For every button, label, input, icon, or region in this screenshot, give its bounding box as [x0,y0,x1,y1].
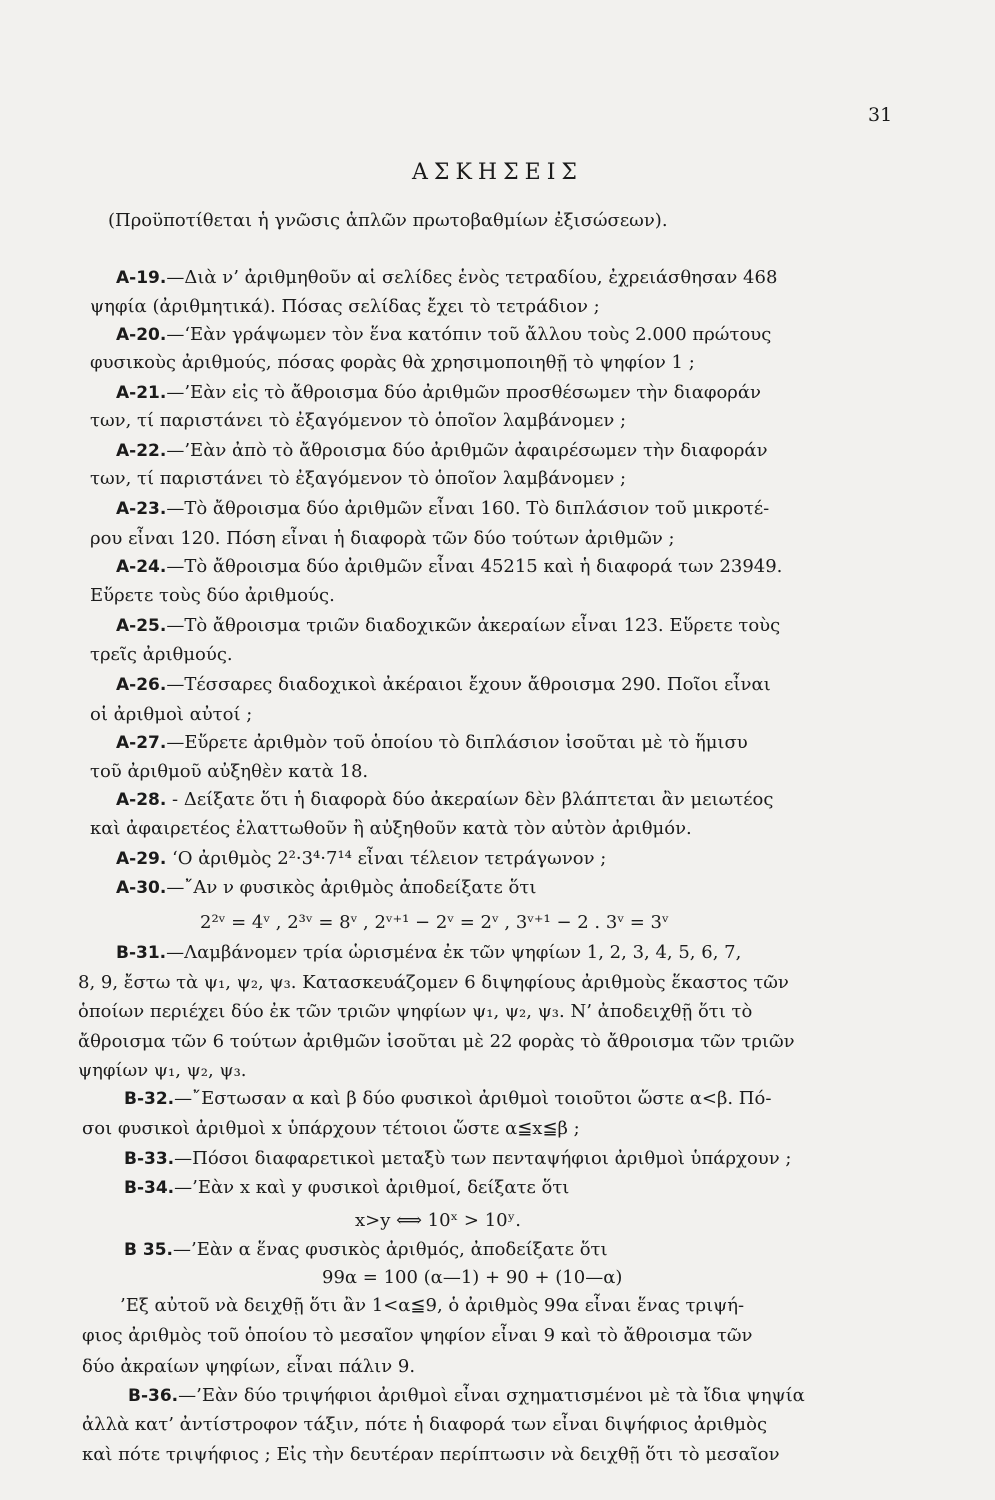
exercise-b35-line-3: φιος ἀριθμὸς τοῦ ὁποίου τὸ μεσαῖον ψηφίον εἶναι 9 καὶ τὸ ἄθροισμα τῶν [82,1325,753,1346]
exercise-a28-line-2: καὶ ἀφαιρετέος ἐλαττωθοῦν ἢ αὐξηθοῦν κατὰ τὸν αὐτὸν ἀριθμόν. [90,818,692,839]
exercise-a25-line-2: τρεῖς ἀριθμούς. [90,644,233,665]
exercise-a26-line-2: οἱ ἀριθμοὶ αὐτοί ; [90,704,253,725]
exercise-a21-line-1: Α-21.—’Εὰν εἰς τὸ ἄθροισμα δύο ἀριθμῶν προσθέσωμεν τὴν διαφοράν [116,382,761,403]
exercise-b31-line-3: ὁποίων περιέχει δύο ἐκ τῶν τριῶν ψηφίων ψ₁, ψ₂, ψ₃. Ν’ ἀποδειχθῇ ὅτι τὸ [78,1001,753,1022]
exercise-a19-line-2: ψηφία (ἀριθμητικά). Πόσας σελίδας ἔχει τὸ τετράδιον ; [90,296,600,317]
exercise-a23-line-2: ρου εἶναι 120. Πόση εἶναι ἡ διαφορὰ τῶν δύο τούτων ἀριθμῶν ; [90,528,675,549]
exercise-b36-line-1: Β-36.—’Εὰν δύο τριψήφιοι ἀριθμοὶ εἶναι σχηματισμένοι μὲ τὰ ἴδια ψηψία [128,1385,805,1406]
exercise-a24-line-2: Εὕρετε τοὺς δύο ἀριθμούς. [90,585,335,606]
exercise-b31-line-1: Β-31.—Λαμβάνομεν τρία ὡρισμένα ἐκ τῶν ψηφίων 1, 2, 3, 4, 5, 6, 7, [116,942,742,963]
exercise-b31-line-5: ψηφίων ψ₁, ψ₂, ψ₃. [78,1060,247,1081]
exercise-b35-formula: 99α = 100 (α—1) + 90 + (10—α) [322,1267,623,1288]
exercise-b31-line-2: 8, 9, ἔστω τὰ ψ₁, ψ₂, ψ₃. Κατασκευάζομεν 6 διψηφίους ἀριθμοὺς ἕκαστος τῶν [78,972,789,993]
exercise-b34-line-1: Β-34.—’Εὰν x καὶ y φυσικοὶ ἀριθμοί, δείξατε ὅτι [124,1177,570,1198]
exercise-a19-line-1: Α-19.—Διὰ ν’ ἀριθμηθοῦν αἱ σελίδες ἑνὸς τετραδίου, ἐχρειάσθησαν 468 [116,267,778,288]
exercise-a23-line-1: Α-23.—Τὸ ἄθροισμα δύο ἀριθμῶν εἶναι 160. Τὸ διπλάσιον τοῦ μικροτέ- [116,498,770,519]
exercise-b34-formula: x>y ⟺ 10ˣ > 10ʸ. [355,1210,521,1231]
exercise-a27-line-2: τοῦ ἀριθμοῦ αὐξηθὲν κατὰ 18. [90,761,369,782]
preamble: (Προϋποτίθεται ἡ γνῶσις ἁπλῶν πρωτοβαθμίων ἐξισώσεων). [108,210,668,231]
exercise-a30-formula: 2²ᵛ = 4ᵛ , 2³ᵛ = 8ᵛ , 2ᵛ⁺¹ − 2ᵛ = 2ᵛ , 3ᵛ⁺¹ − 2 . 3ᵛ = 3ᵛ [200,912,669,933]
exercise-a20-line-2: φυσικοὺς ἀριθμούς, πόσας φορὰς θὰ χρησιμοποιηθῇ τὸ ψηφίον 1 ; [90,352,695,373]
exercise-a25-line-1: Α-25.—Τὸ ἄθροισμα τριῶν διαδοχικῶν ἀκεραίων εἶναι 123. Εὕρετε τοὺς [116,615,781,636]
exercise-b32-line-1: Β-32.—῎Εστωσαν α καὶ β δύο φυσικοὶ ἀριθμοὶ τοιοῦτοι ὥστε α<β. Πό- [124,1088,772,1109]
exercise-b31-line-4: ἄθροισμα τῶν 6 τούτων ἀριθμῶν ἰσοῦται μὲ 22 φορὰς τὸ ἄθροισμα τῶν τριῶν [78,1031,795,1052]
exercise-b35-line-2: ’Εξ αὐτοῦ νὰ δειχθῇ ὅτι ἂν 1<α≦9, ὁ ἀριθμὸς 99α εἶναι ἕνας τριψή- [120,1295,745,1316]
exercise-b35-line-1: Β 35.—’Εὰν α ἕνας φυσικὸς ἀριθμός, ἀποδείξατε ὅτι [124,1239,608,1260]
exercise-a27-line-1: Α-27.—Εὕρετε ἀριθμὸν τοῦ ὁποίου τὸ διπλάσιον ἰσοῦται μὲ τὸ ἥμισυ [116,732,748,753]
exercise-b32-line-2: σοι φυσικοὶ ἀριθμοὶ x ὑπάρχουν τέτοιοι ὥστε α≦x≦β ; [82,1118,580,1139]
exercise-a22-line-2: των, τί παριστάνει τὸ ἐξαγόμενον τὸ ὁποῖον λαμβάνομεν ; [90,468,627,489]
exercise-a24-line-1: Α-24.—Τὸ ἄθροισμα δύο ἀριθμῶν εἶναι 45215 καὶ ἡ διαφορά των 23949. [116,556,783,577]
page-heading: ΑΣΚΗΣΕΙΣ [412,160,583,185]
exercise-b33-line-1: Β-33.—Πόσοι διαφαρετικοὶ μεταξὺ των πενταψήφιοι ἀριθμοὶ ὑπάρχουν ; [124,1148,792,1169]
exercise-b35-line-4: δύο ἀκραίων ψηφίων, εἶναι πάλιν 9. [82,1356,416,1377]
exercise-a21-line-2: των, τί παριστάνει τὸ ἐξαγόμενον τὸ ὁποῖον λαμβάνομεν ; [90,410,627,431]
exercise-a20-line-1: Α-20.—‘Εὰν γράψωμεν τὸν ἕνα κατόπιν τοῦ ἄλλου τοὺς 2.000 πρώτους [116,324,772,345]
exercise-a22-line-1: Α-22.—’Εὰν ἀπὸ τὸ ἄθροισμα δύο ἀριθμῶν ἀφαιρέσωμεν τὴν διαφοράν [116,440,768,461]
exercise-a28-line-1: Α-28. - Δείξατε ὅτι ἡ διαφορὰ δύο ἀκεραίων δὲν βλάπτεται ἂν μειωτέος [116,789,774,810]
exercise-a26-line-1: Α-26.—Τέσσαρες διαδοχικοὶ ἀκέραιοι ἔχουν ἄθροισμα 290. Ποῖοι εἶναι [116,674,771,695]
exercise-a30-line-1: Α-30.—῎Αν ν φυσικὸς ἀριθμὸς ἀποδείξατε ὅτι [116,877,537,898]
exercise-b36-line-3: καὶ πότε τριψήφιος ; Εἰς τὴν δευτέραν περίπτωσιν νὰ δειχθῇ ὅτι τὸ μεσαῖον [82,1444,780,1465]
exercise-a29-line-1: Α-29. ‘Ο ἀριθμὸς 2²·3⁴·7¹⁴ εἶναι τέλειον τετράγωνον ; [116,848,607,869]
page-number: 31 [868,104,893,126]
exercise-b36-line-2: ἀλλὰ κατ’ ἀντίστροφον τάξιν, πότε ἡ διαφορά των εἶναι διψήφιος ἀριθμὸς [82,1414,768,1435]
